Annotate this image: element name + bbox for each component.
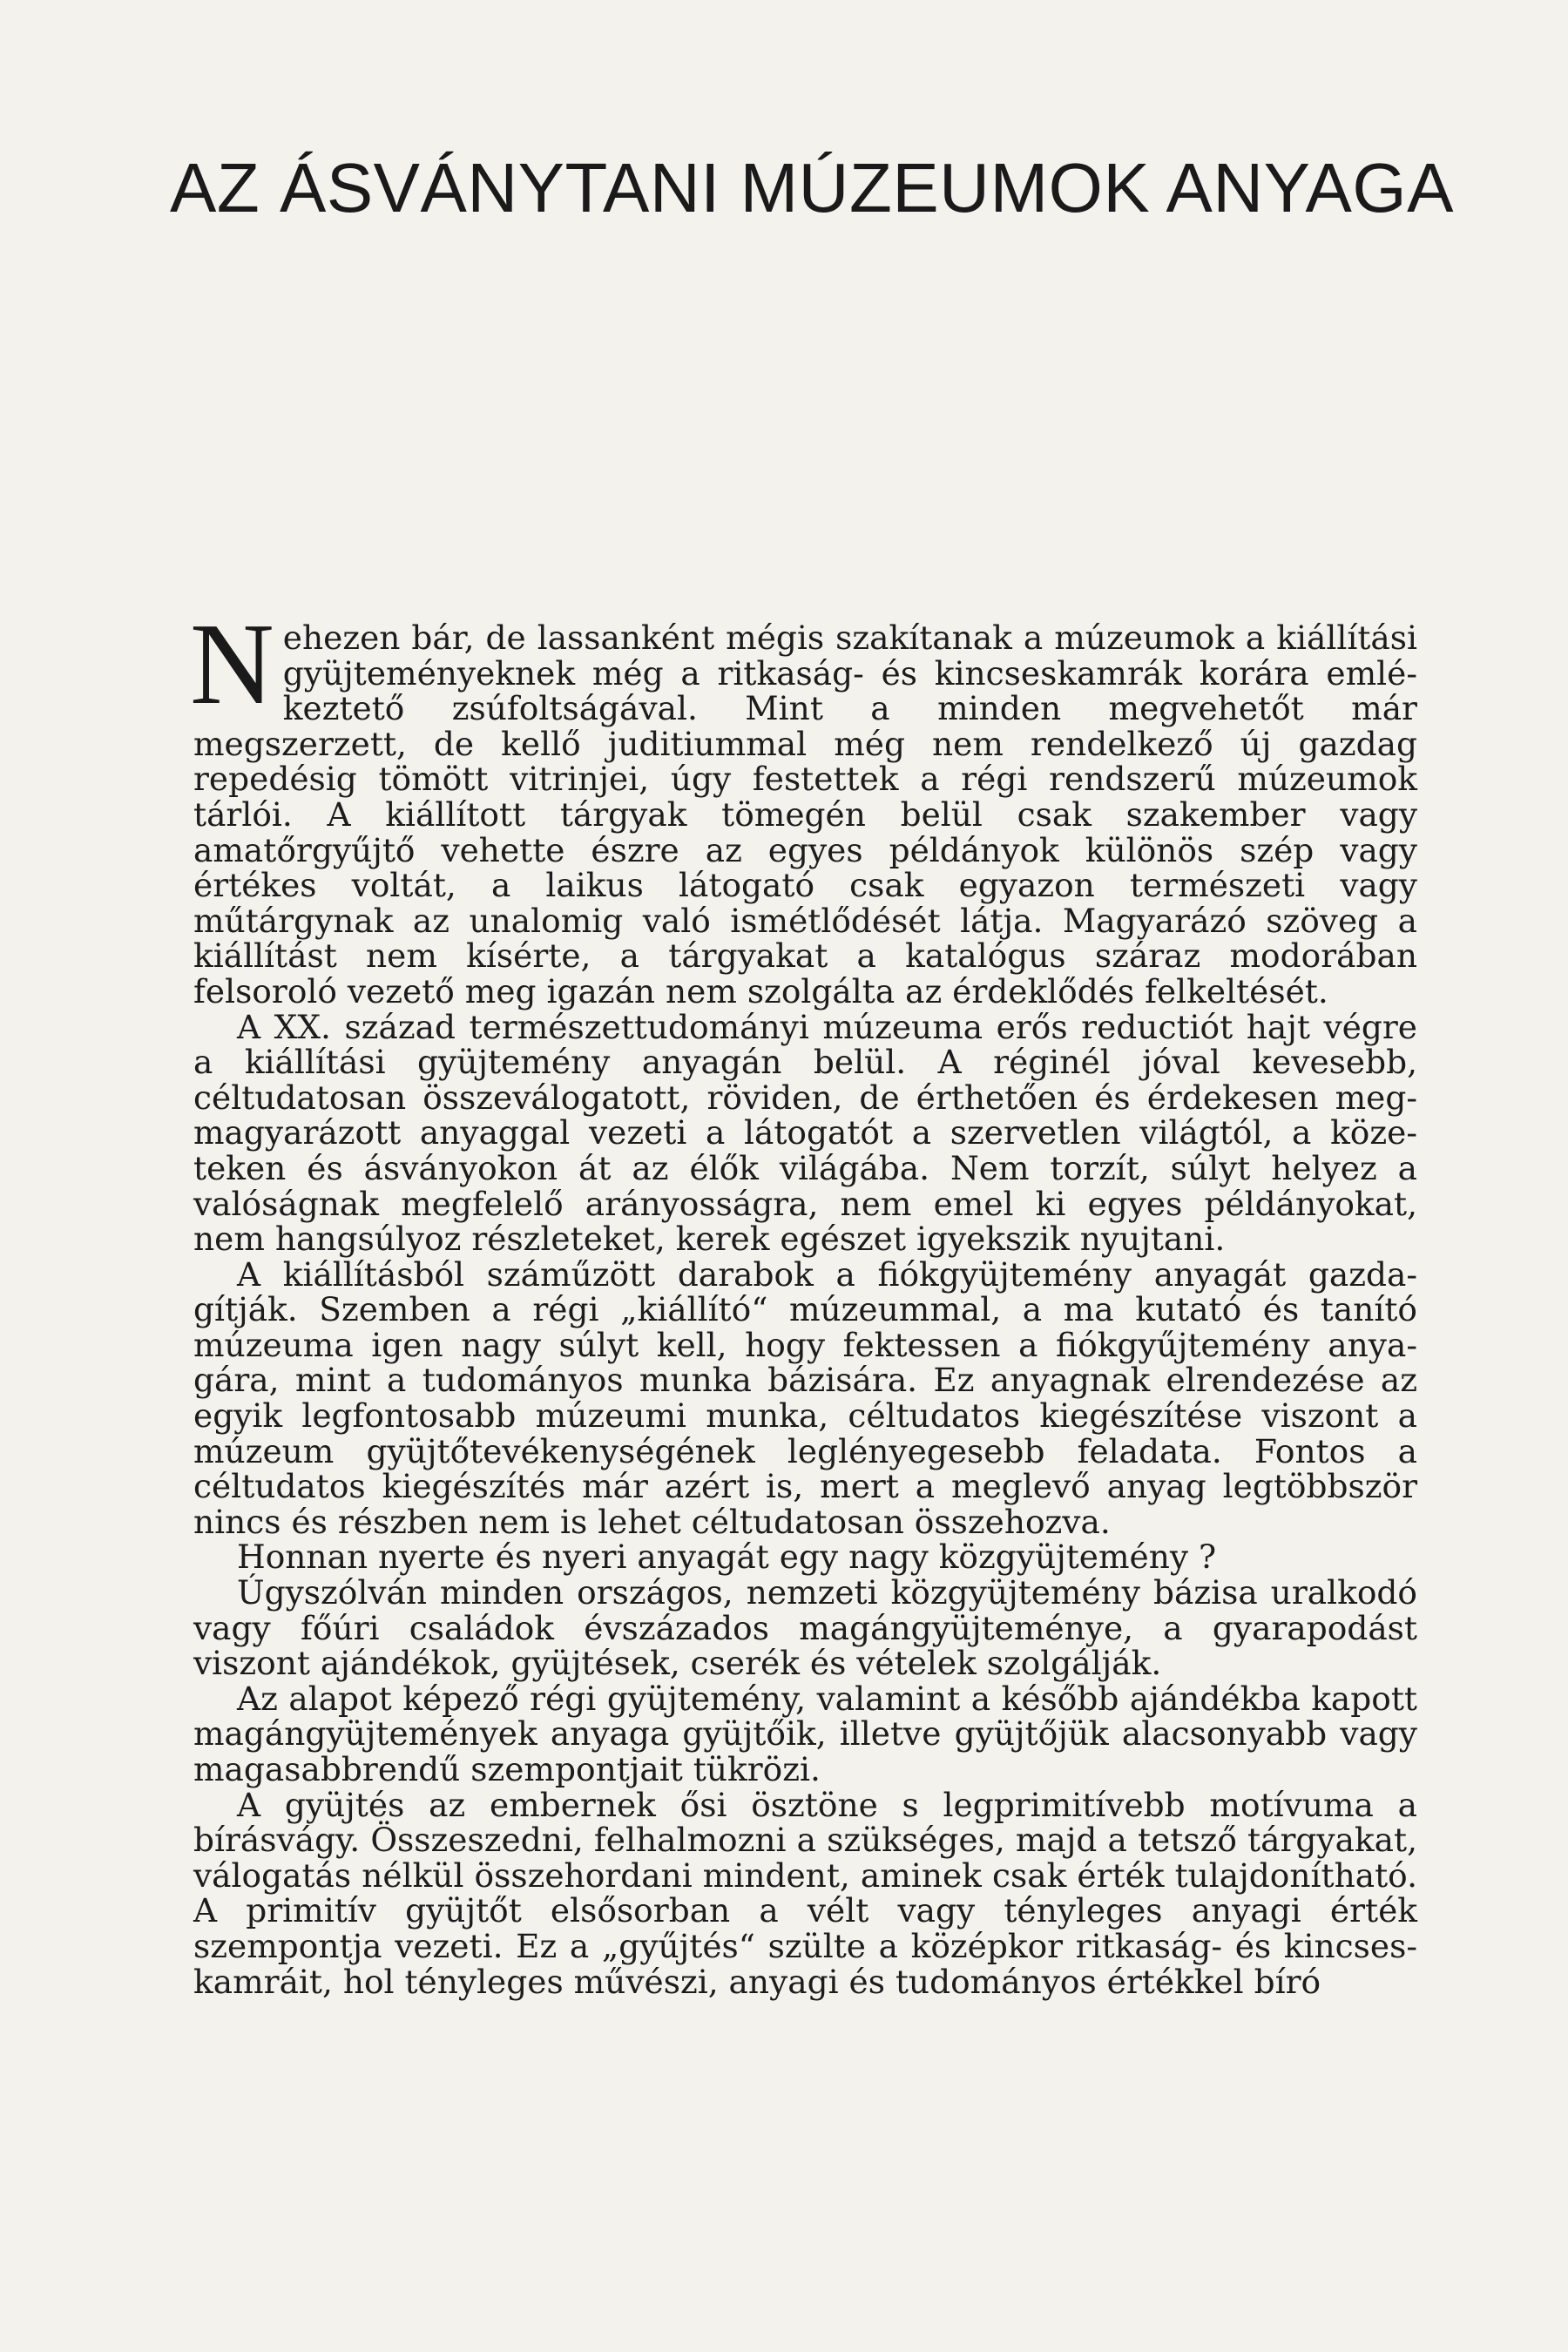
paragraph-4: Honnan nyerte és nyeri anyagát egy nagy közgyüjtemény ? <box>237 1538 1217 1577</box>
paragraph-6: Az alapot képező régi gyüjtemény, valamint a később ajándékba kapott magángyüjtemények anyaga gyüjtőik, illetve gyüjtőjük alacsonyabb vagy magasabbrendű szempontjait tükrözi. <box>193 1679 1417 1788</box>
paragraph-5: Úgyszólván minden országos, nemzeti közgyüjtemény bázisa uralkodó vagy főúri családok évszázados magángyüjteménye, a gyarapodást viszont ajándékok, gyüjtések, cserék és vételek szolgálják. <box>193 1573 1417 1683</box>
paragraph-2: A XX. század természettudományi múzeuma erős reductiót hajt végre a kiállítási gyüjtemény anyagán belül. A réginél jóval kevesebb, céltudatosan összeválogatott, röviden, de érthetően és érdekesen megmagyarázott anyaggal vezeti a látogatót a szervetlen világtól, a közeteken és ásványokon át az élők világába. Nem torzít, súlyt helyez a valóságnak megfelelő arányosságra, nem emel ki egyes példányokat, nem hangsúlyoz részleteket, kerek egészet igyekszik nyujtani. <box>193 1007 1417 1259</box>
body-text <box>190 599 1417 2001</box>
paragraph-7: A gyüjtés az embernek ősi ösztöne s legprimitívebb motívuma a bírásvágy. Összeszedni, felhalmozni a szükséges, majd a tetsző tárgyakat, válogatás nélkül összehordani mindent, aminek csak érték tulajdonítható. A primitív gyüjtőt elsősorban a vélt vagy tényleges anyagi érték szempontja vezeti. Ez a „gyűjtés“ szülte a középkor ritkaság- és kincseskamráit, hol tényleges művészi, anyagi és tudományos értékkel bíró <box>193 1785 1417 2001</box>
page-title: AZ ÁSVÁNYTANI MÚZEUMOK ANYAGA <box>170 149 1454 226</box>
paragraph-1-text: ehezen bár, de lassanként mégis szakítanak a múzeumok a kiállítási gyüjteményeknek még a ritkaság- és kincseskamrák korára emlékeztető zsúfoltságával. Mint a minden megvehetőt már megszerzett, de kellő juditiummal még nem rendelkező új gazdag repedésig tömött vitrinjei, úgy festettek a régi rendszerű múzeumok tárlói. A kiállított tárgyak tömegén belül csak szakember vagy amatőrgyűjtő vehette észre az egyes példányok különös szép vagy értékes voltát, a laikus látogató csak egyazon természeti vagy műtárgynak az unalomig való ismétlődését látja. Magyarázó szöveg a kiállítást nem kísérte, a tárgyakat a katalógus száraz modorában felsoroló vezető meg igazán nem szolgálta az érdeklődés felkeltését. <box>193 618 1417 1010</box>
paragraph-1 <box>190 599 1417 1010</box>
drop-cap-letter: N <box>190 599 274 728</box>
paragraph-3: A kiállításból száműzött darabok a fiókgyüjtemény anyagát gazdagítják. Szemben a régi „kiállító“ múzeummal, a ma kutató és tanító múzeuma igen nagy súlyt kell, hogy fektessen a fiókgyűjtemény anyagára, mint a tudományos munka bázisára. Ez anyagnak elrendezése az egyik legfontosabb múzeumi munka, céltudatos kiegészítése viszont a múzeum gyüjtőtevékenységének leglényegesebb feladata. Fontos a céltudatos kiegészítés már azért is, mert a meglevő anyag legtöbbször nincs és részben nem is lehet céltudatosan összehozva. <box>193 1254 1417 1541</box>
